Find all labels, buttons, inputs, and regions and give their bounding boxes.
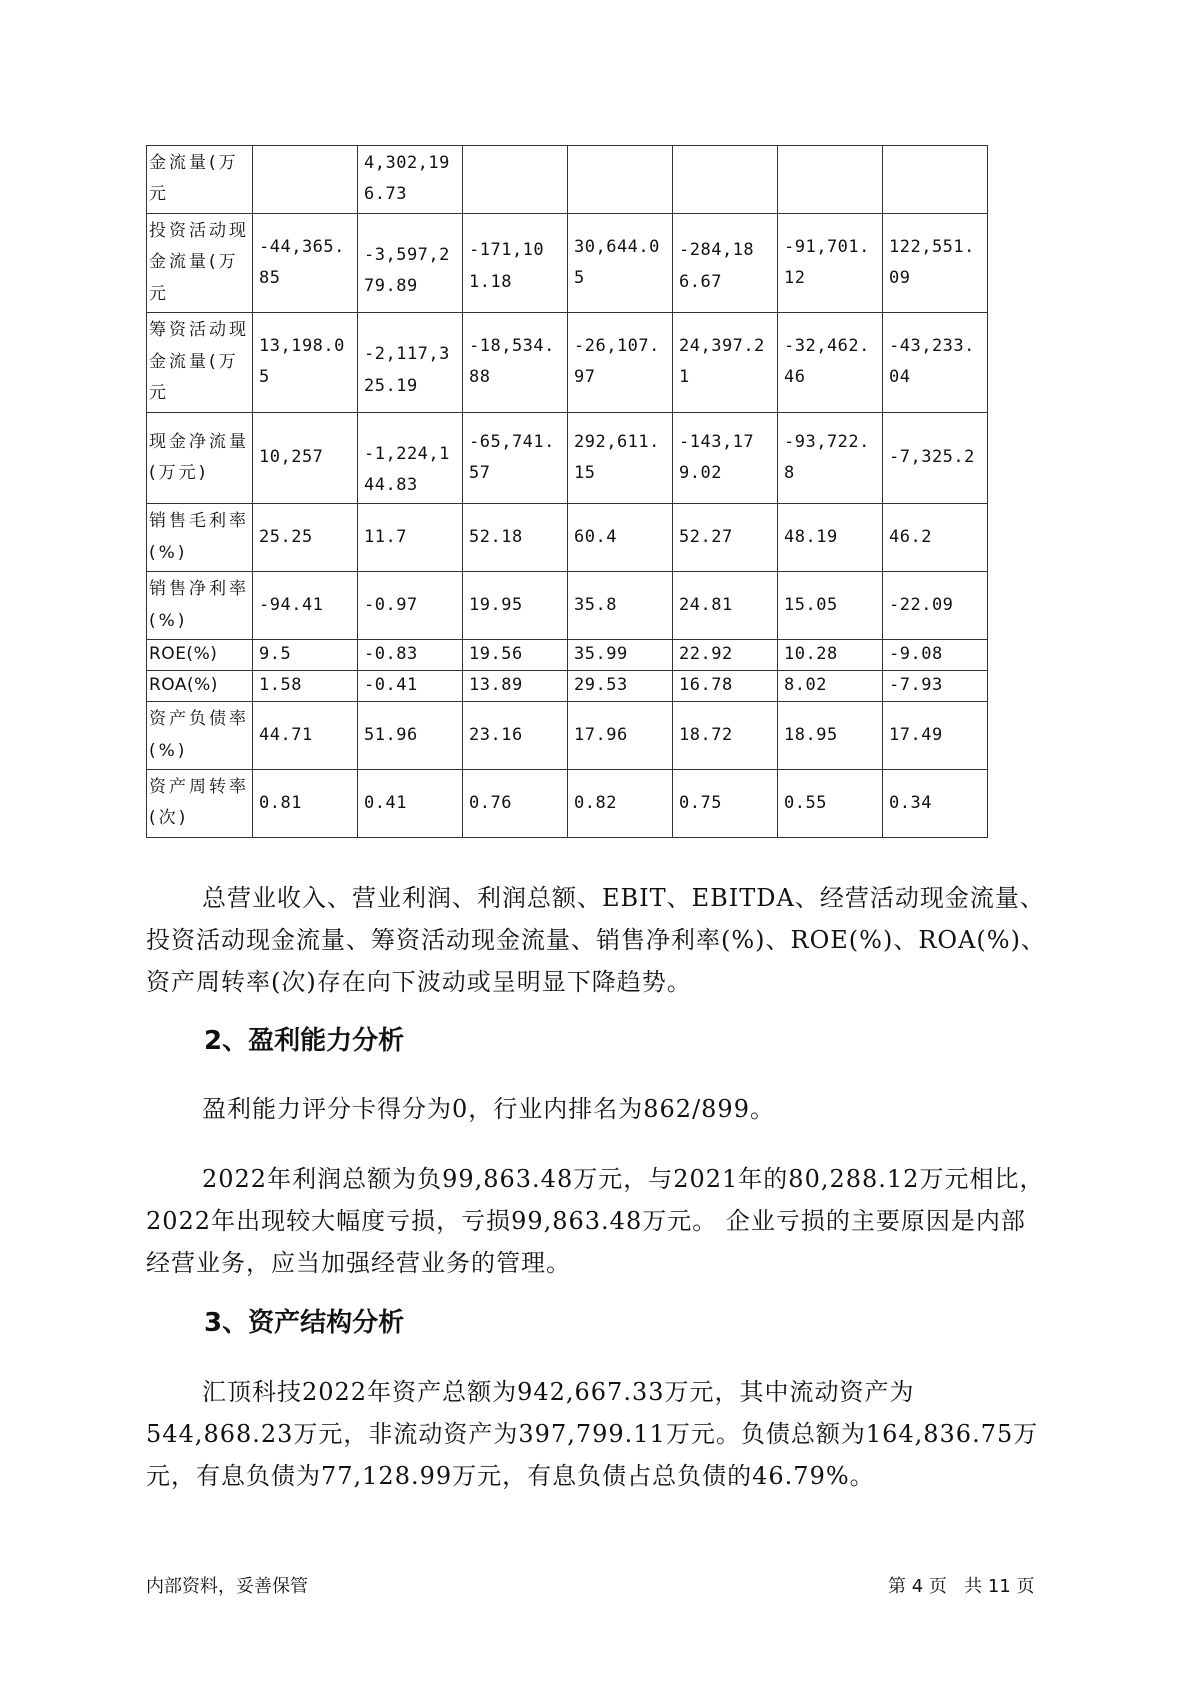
table-cell: -2,117,325.19 (358, 313, 463, 412)
table-cell: 24,397.21 (673, 313, 778, 412)
table-cell: -26,107.97 (568, 313, 673, 412)
row-label: 现金净流量(万元) (147, 412, 253, 504)
table-row (147, 412, 988, 504)
table-cell: 10,257 (253, 412, 358, 504)
table-cell: 30,644.05 (568, 213, 673, 312)
table-cell: 11.7 (358, 504, 463, 572)
table-cell: 0.55 (778, 770, 883, 838)
financial-metrics-table (146, 145, 988, 838)
table-cell: 0.76 (463, 770, 568, 838)
table-cell: 44.71 (253, 702, 358, 770)
table-cell: 29.53 (568, 671, 673, 702)
profit-analysis-text: 2022年利润总额为负99,863.48万元，与2021年的80,288.12万元相比，2022年出现较大幅度亏损，亏损99,863.48万元。 企业亏损的主要原因是内部经营业务，应当加强经营业务的管理。 (146, 1165, 1045, 1277)
table-cell: -7.93 (883, 671, 988, 702)
row-label: 投资活动现金流量(万元 (147, 213, 253, 312)
page-prefix: 第 (888, 1576, 906, 1597)
table-cell: -171,101.18 (463, 213, 568, 312)
table-cell (778, 146, 883, 214)
table-cell: 25.25 (253, 504, 358, 572)
table-cell (568, 146, 673, 214)
asset-structure-paragraph (146, 1371, 1046, 1497)
table-cell: 46.2 (883, 504, 988, 572)
row-label: 筹资活动现金流量(万元 (147, 313, 253, 412)
table-cell: 15.05 (778, 572, 883, 640)
table-cell: -93,722.8 (778, 412, 883, 504)
table-cell: -1,224,144.83 (358, 412, 463, 504)
table-row (147, 640, 988, 671)
table-cell: 35.99 (568, 640, 673, 671)
profitability-score-paragraph (146, 1088, 1046, 1130)
table-cell: 51.96 (358, 702, 463, 770)
table-cell: 35.8 (568, 572, 673, 640)
table-cell: -7,325.2 (883, 412, 988, 504)
total-suffix: 页 (1016, 1576, 1035, 1597)
table-cell: 16.78 (673, 671, 778, 702)
table-cell (253, 146, 358, 214)
table-row (147, 313, 988, 412)
table-cell: -44,365.85 (253, 213, 358, 312)
table-cell: 13.89 (463, 671, 568, 702)
table-cell (463, 146, 568, 214)
row-label: 金流量(万元 (147, 146, 253, 214)
table-cell: 10.28 (778, 640, 883, 671)
table-cell: 0.75 (673, 770, 778, 838)
table-cell: 13,198.05 (253, 313, 358, 412)
row-label: ROA(%) (147, 671, 253, 702)
table-cell: 17.49 (883, 702, 988, 770)
row-label: 销售毛利率(%) (147, 504, 253, 572)
summary-paragraph (146, 877, 1046, 1003)
table-cell: 0.81 (253, 770, 358, 838)
footer-confidential-note: 内部资料，妥善保管 (146, 1576, 308, 1597)
page-mid: 页 (928, 1576, 947, 1597)
table-cell: -32,462.46 (778, 313, 883, 412)
table-cell: 1.58 (253, 671, 358, 702)
asset-structure-text: 汇顶科技2022年资产总额为942,667.33万元，其中流动资产为544,868.23万元，非流动资产为397,799.11万元。负债总额为164,836.75万元，有息负债为77,128.99万元，有息负债占总负债的46.79%。 (146, 1378, 1039, 1490)
row-label: ROE(%) (147, 640, 253, 671)
table-cell: 22.92 (673, 640, 778, 671)
table-cell: 18.95 (778, 702, 883, 770)
table-cell (883, 146, 988, 214)
table-row (147, 504, 988, 572)
row-label: 销售净利率(%) (147, 572, 253, 640)
table-cell: 52.27 (673, 504, 778, 572)
table-row (147, 770, 988, 838)
table-cell: -9.08 (883, 640, 988, 671)
table-cell: 19.56 (463, 640, 568, 671)
table-cell: -94.41 (253, 572, 358, 640)
table-cell: 60.4 (568, 504, 673, 572)
table-cell: 17.96 (568, 702, 673, 770)
section-heading-asset-structure: 3、资产结构分析 (204, 1308, 405, 1338)
page-num: 4 (911, 1576, 924, 1597)
table-cell: 292,611.15 (568, 412, 673, 504)
total-prefix: 共 (964, 1576, 983, 1597)
table-cell: -284,186.67 (673, 213, 778, 312)
table-row (147, 213, 988, 312)
table-cell: -65,741.57 (463, 412, 568, 504)
table-row (147, 572, 988, 640)
table-cell: 8.02 (778, 671, 883, 702)
table-cell: -0.41 (358, 671, 463, 702)
profitability-score-text: 盈利能力评分卡得分为0，行业内排名为862/899。 (202, 1095, 775, 1123)
table-cell: 0.82 (568, 770, 673, 838)
table-cell: -22.09 (883, 572, 988, 640)
table-cell: 48.19 (778, 504, 883, 572)
table-cell: -0.83 (358, 640, 463, 671)
table-cell: -91,701.12 (778, 213, 883, 312)
footer-page-number (888, 1572, 1034, 1598)
table-row (147, 146, 988, 214)
row-label: 资产负债率(%) (147, 702, 253, 770)
total-num: 11 (987, 1576, 1011, 1597)
section-heading-profitability: 2、盈利能力分析 (204, 1026, 405, 1056)
row-label: 资产周转率(次) (147, 770, 253, 838)
table-cell: 122,551.09 (883, 213, 988, 312)
table-cell (673, 146, 778, 214)
table-cell: 0.41 (358, 770, 463, 838)
table-cell: 0.34 (883, 770, 988, 838)
table-cell: -0.97 (358, 572, 463, 640)
table-cell: 24.81 (673, 572, 778, 640)
table-cell: 19.95 (463, 572, 568, 640)
table-cell: 18.72 (673, 702, 778, 770)
table-cell: 4,302,196.73 (358, 146, 463, 214)
table-cell: 9.5 (253, 640, 358, 671)
table-cell: -43,233.04 (883, 313, 988, 412)
table-cell: -143,179.02 (673, 412, 778, 504)
table-cell: -3,597,279.89 (358, 213, 463, 312)
table-row (147, 702, 988, 770)
table-cell: 23.16 (463, 702, 568, 770)
table-row (147, 671, 988, 702)
table-cell: -18,534.88 (463, 313, 568, 412)
summary-text: 总营业收入、营业利润、利润总额、EBIT、EBITDA、经营活动现金流量、投资活动现金流量、筹资活动现金流量、销售净利率(%)、ROE(%)、ROA(%)、资产周转率(次)存在向下波动或呈明显下降趋势。 (146, 884, 1046, 996)
table-cell: 52.18 (463, 504, 568, 572)
profit-analysis-paragraph (146, 1158, 1046, 1284)
